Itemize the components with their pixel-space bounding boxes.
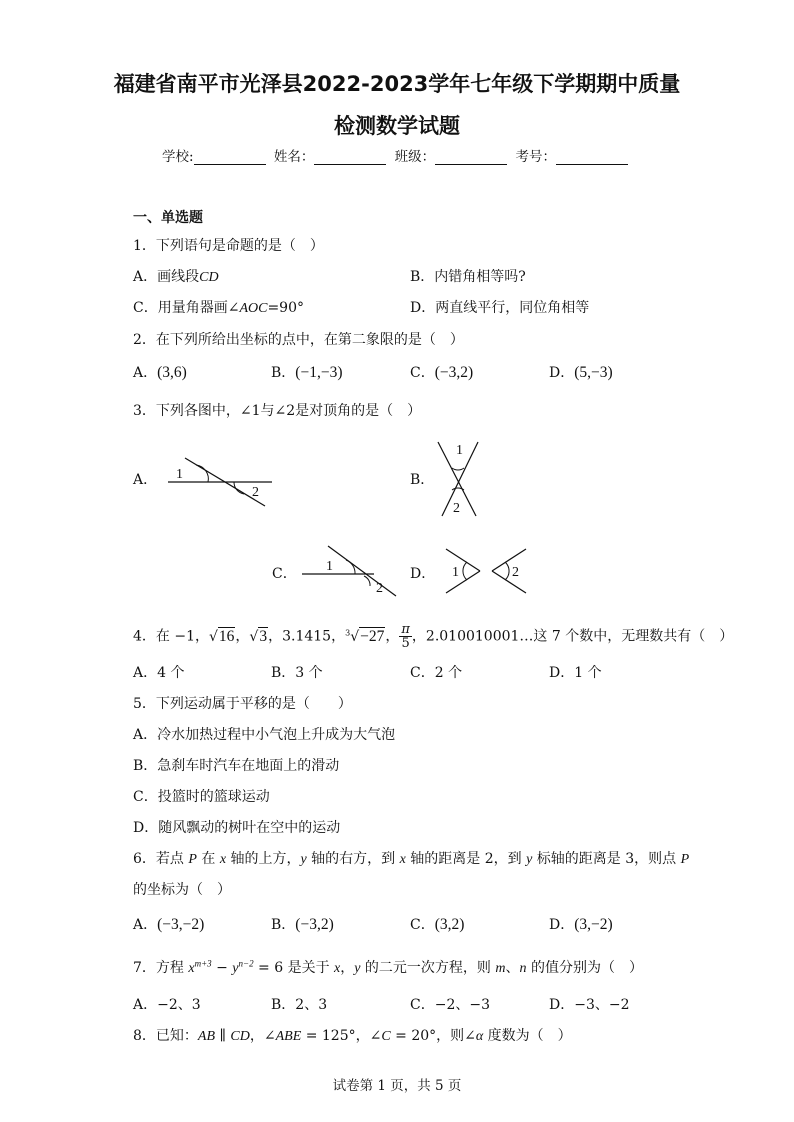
school-label: 学校: bbox=[162, 149, 194, 165]
q6-option-a: A．(−3,−2) bbox=[133, 916, 205, 933]
q1-option-d: D．两直线平行，同位角相等 bbox=[410, 300, 590, 316]
q2-option-a: A．(3,6) bbox=[133, 364, 187, 381]
q3b-angle2-label: 2 bbox=[453, 501, 460, 516]
number-label: 考号： bbox=[515, 149, 556, 165]
q4-cbrt: $^3$√−27 bbox=[345, 627, 385, 645]
q7-stem: 7．方程 $x^{m+3} - y^{n-2} = 6$ 是关于 x，y 的二元一次方程，则 m、n 的值分别为（ ） bbox=[133, 958, 643, 976]
q7-option-c: C．−2、−3 bbox=[410, 997, 490, 1013]
class-blank[interactable] bbox=[435, 150, 507, 165]
q5-stem: 5．下列运动属于平移的是（ ） bbox=[133, 696, 352, 712]
name-blank[interactable] bbox=[314, 150, 386, 165]
q3-option-d-label: D． bbox=[410, 566, 436, 582]
q3-figure-c bbox=[300, 542, 410, 600]
q5-option-c: C．投篮时的篮球运动 bbox=[133, 789, 270, 805]
q5-option-b: B．急刹车时汽车在地面上的滑动 bbox=[133, 758, 340, 774]
q6-option-d: D．(3,−2) bbox=[549, 916, 613, 933]
q3a-angle1-label: 1 bbox=[176, 467, 183, 482]
q3-option-c-label: C． bbox=[272, 566, 297, 582]
q1-option-a: A．画线段CD bbox=[133, 269, 219, 285]
q3b-angle1-label: 1 bbox=[456, 443, 463, 458]
q4-sqrt16: √16 bbox=[209, 627, 235, 645]
q4-stem: 4．在 −1，√16，√3，3.1415，$^3$√−27， $\frac{\pi}{5}$ ，2.010010001…这 7 个数中，无理数共有（ ） bbox=[133, 622, 734, 651]
q3-figure-d bbox=[440, 545, 532, 597]
q3d-angle1-label: 1 bbox=[452, 565, 459, 580]
q3c-angle2-label: 2 bbox=[376, 581, 383, 596]
q3d-angle2-label: 2 bbox=[512, 565, 519, 580]
q2-option-d: D．(5,−3) bbox=[549, 364, 613, 381]
section-title: 一、单选题 bbox=[133, 210, 203, 226]
q2-option-c: C．(−3,2) bbox=[410, 364, 474, 381]
q7-option-b: B．2、3 bbox=[271, 997, 328, 1013]
q3a-angle2-label: 2 bbox=[252, 485, 259, 500]
number-blank[interactable] bbox=[556, 150, 628, 165]
q6-option-b: B．(−3,2) bbox=[271, 916, 334, 933]
q4-sqrt3: √3 bbox=[249, 627, 268, 645]
q4-option-d: D．1 个 bbox=[549, 665, 602, 681]
page-footer: 试卷第 1 页，共 5 页 bbox=[332, 1078, 462, 1094]
q3c-angle1-label: 1 bbox=[326, 559, 333, 574]
q3-option-a-label: A． bbox=[133, 472, 158, 488]
q7-option-d: D．−3、−2 bbox=[549, 997, 630, 1013]
class-label: 班级： bbox=[394, 149, 436, 165]
q4-option-c: C．2 个 bbox=[410, 665, 463, 681]
q6-option-c: C．(3,2) bbox=[410, 916, 465, 933]
q7-option-a: A．−2、3 bbox=[133, 997, 201, 1013]
q1-stem: 1．下列语句是命题的是（ ） bbox=[133, 238, 324, 254]
q5-option-d: D．随风飘动的树叶在空中的运动 bbox=[133, 820, 341, 836]
q3-figure-a bbox=[160, 448, 280, 508]
name-label: 姓名： bbox=[273, 149, 315, 165]
q4-pi-over-5: $\frac{\pi}{5}$ bbox=[401, 622, 410, 651]
q4-option-a: A．4 个 bbox=[133, 665, 185, 681]
q6-stem-line1: 6．若点 P 在 x 轴的上方，y 轴的右方，到 x 轴的距离是 2，到 y 标轴的距离是 3，则点 P bbox=[133, 851, 690, 867]
q3-figure-b bbox=[430, 438, 490, 520]
q3-option-b-label: B． bbox=[410, 472, 435, 488]
q1-option-c: C．用量角器画∠AOC=90° bbox=[133, 300, 304, 316]
q8-stem: 8．已知：AB ∥ CD，∠ABE = 125°，∠C = 20°，则∠α 度数为（ ） bbox=[133, 1028, 572, 1044]
q5-option-a: A．冷水加热过程中小气泡上升成为大气泡 bbox=[133, 727, 396, 743]
q2-option-b: B．(−1,−3) bbox=[271, 364, 343, 381]
q3-stem: 3．下列各图中，∠1与∠2是对顶角的是（ ） bbox=[133, 403, 422, 419]
q6-stem-line2: 的坐标为（ ） bbox=[133, 882, 231, 898]
q1-option-b: B．内错角相等吗? bbox=[410, 269, 526, 285]
exam-title-line1: 福建省南平市光泽县2022-2023学年七年级下学期期中质量 bbox=[113, 72, 681, 96]
q2-stem: 2．在下列所给出坐标的点中，在第二象限的是（ ） bbox=[133, 332, 464, 348]
student-info-line bbox=[0, 145, 794, 165]
q4-option-b: B．3 个 bbox=[271, 665, 323, 681]
exam-title-line2: 检测数学试题 bbox=[334, 114, 460, 138]
school-blank[interactable] bbox=[194, 150, 266, 165]
